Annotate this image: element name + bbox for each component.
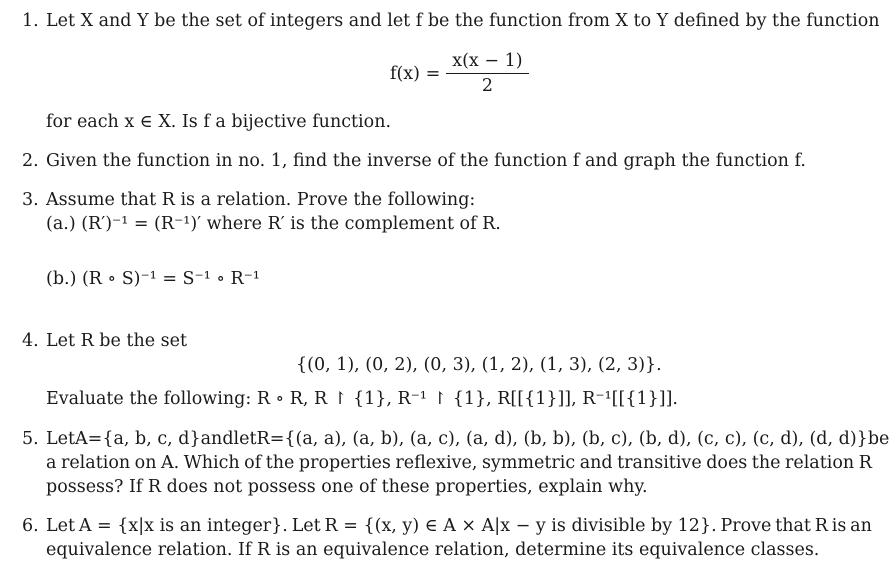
word: and: [200, 429, 234, 449]
equation-lhs: f(x) =: [390, 63, 441, 84]
problem-part-b: (b.) (R ∘ S)⁻¹ = S⁻¹ ∘ R⁻¹: [46, 269, 260, 289]
word: transitive: [617, 453, 702, 473]
word: =: [87, 429, 103, 449]
word: reflexive,: [395, 453, 478, 473]
problem-text-justified: [46, 452, 872, 474]
word: is: [831, 516, 847, 536]
word: and: [579, 453, 613, 473]
word: R: [858, 453, 872, 473]
word: {(a, a), (a, b), (a, c), (a, d), (b, b), (b, c), (b, d), (c, c), (c, d), (d, d)}: [284, 429, 868, 449]
word: A: [75, 429, 88, 449]
problem-text: Evaluate the following: R ∘ R, R ↾ {1}, R⁻¹ ↾ {1}, R[[{1}]], R⁻¹[[{1}]].: [46, 389, 678, 409]
problem-text: Given the function in no. 1, find the inverse of the function f and graph the function f.: [46, 151, 806, 171]
problem-number: 4.: [22, 331, 39, 351]
problem-number: 6.: [22, 516, 39, 536]
word: properties: [298, 453, 391, 473]
problem-text: Assume that R is a relation. Prove the following:: [46, 190, 476, 210]
word: Let: [46, 429, 76, 449]
word: relation: [60, 453, 131, 473]
word: does: [706, 453, 748, 473]
word: R = {(x, y) ∈ A × A|x − y is divisible by 12}.: [324, 516, 717, 536]
problem-text: Let X and Y be the set of integers and let f be the function from X to Y defined by the function: [46, 11, 880, 31]
word: R: [814, 516, 828, 536]
fraction-numerator: x(x − 1): [446, 50, 528, 74]
word: that: [775, 516, 811, 536]
word: Prove: [720, 516, 772, 536]
word: an: [850, 516, 872, 536]
problem-number: 5.: [22, 429, 39, 449]
word: be: [867, 429, 890, 449]
problem-text: equivalence relation. If R is an equivalence relation, determine its equivalence classes.: [46, 540, 820, 560]
word: let: [233, 429, 257, 449]
fraction-denominator: 2: [481, 76, 493, 96]
word: A.: [161, 453, 180, 473]
problem-text: possess? If R does not possess one of these properties, explain why.: [46, 477, 648, 497]
word: of: [244, 453, 262, 473]
problem-number: 2.: [22, 151, 39, 171]
word: Which: [183, 453, 240, 473]
equation: [390, 50, 529, 97]
word: a: [46, 453, 57, 473]
word: on: [134, 453, 157, 473]
problem-text: Let R be the set: [46, 331, 188, 351]
word: {a, b, c, d}: [102, 429, 201, 449]
word: symmetric: [481, 453, 576, 473]
word: A = {x|x is an integer}.: [78, 516, 288, 536]
problem-text-justified: [46, 515, 872, 537]
fraction: [446, 50, 528, 97]
word: the: [751, 453, 781, 473]
problem-text-justified: [46, 428, 890, 450]
problem-part-a: (a.) (R′)⁻¹ = (R⁻¹)′ where R′ is the complement of R.: [46, 214, 501, 234]
word: the: [265, 453, 295, 473]
problem-number: 3.: [22, 190, 39, 210]
problem-number: 1.: [22, 11, 39, 31]
word: R: [256, 429, 270, 449]
word: relation: [784, 453, 855, 473]
problem-text: for each x ∈ X. Is f a bijective function.: [46, 112, 392, 132]
word: =: [269, 429, 285, 449]
word: Let: [291, 516, 321, 536]
word: Let: [46, 516, 76, 536]
set-expression: {(0, 1), (0, 2), (0, 3), (1, 2), (1, 3), (2, 3)}.: [296, 355, 662, 375]
